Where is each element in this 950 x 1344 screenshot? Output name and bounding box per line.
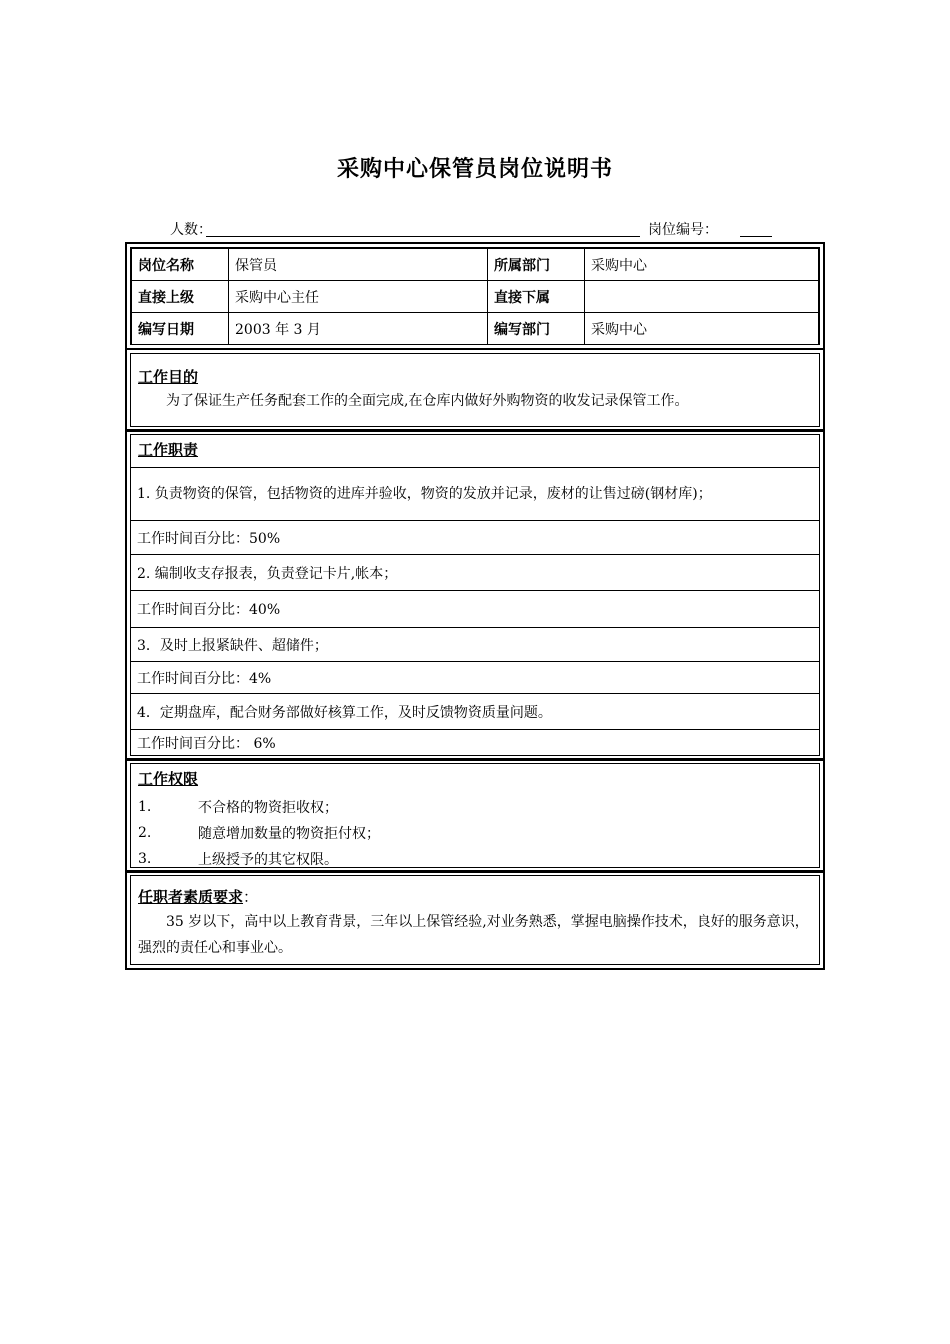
- duty-percent-4: 工作时间百分比： 6%: [131, 729, 819, 755]
- duty-percent-3: 工作时间百分比：4%: [131, 661, 819, 693]
- table-row: [132, 313, 819, 345]
- label-position-name: 岗位名称: [132, 249, 229, 281]
- authority-item-1: [131, 794, 819, 820]
- duty-item-3: 3．及时上报紧缺件、超储件；: [131, 627, 819, 661]
- requirements-heading: 任职者素质要求: [138, 888, 244, 906]
- basic-info-table: [131, 248, 819, 345]
- table-row: [132, 249, 819, 281]
- page-title: 采购中心保管员岗位说明书: [336, 157, 613, 182]
- basic-info-section: [125, 242, 825, 350]
- purpose-section: [125, 348, 825, 432]
- label-written-department: 编写部门: [488, 313, 585, 345]
- duty-percent-2: 工作时间百分比：40%: [131, 590, 819, 627]
- headcount-underline: [206, 236, 640, 237]
- label-direct-subordinate: 直接下属: [488, 281, 585, 313]
- duty-percent-1: 工作时间百分比：50%: [131, 520, 819, 554]
- value-department: 采购中心: [585, 249, 819, 281]
- authority-heading: 工作权限: [138, 770, 199, 788]
- value-written-date: 2003 年 3 月: [229, 313, 488, 345]
- duty-item-4: 4．定期盘库，配合财务部做好核算工作，及时反馈物资质量问题。: [131, 693, 819, 729]
- duty-item-2: 2. 编制收支存报表，负责登记卡片,帐本；: [131, 554, 819, 590]
- authority-text-1: 不合格的物资拒收权；: [198, 800, 338, 816]
- authority-num-2: 2.: [138, 825, 152, 841]
- requirements-section: [125, 870, 825, 970]
- duties-section: [125, 429, 825, 761]
- value-position-name: 保管员: [229, 249, 488, 281]
- authority-item-3: [131, 846, 819, 872]
- position-no-label: 岗位编号：: [648, 222, 718, 238]
- requirements-text: 35 岁以下，高中以上教育背景，三年以上保管经验,对业务熟悉，掌握电脑操作技术，良好的服务意识，强烈的责任心和事业心。: [138, 914, 809, 956]
- value-direct-superior: 采购中心主任: [229, 281, 488, 313]
- value-direct-subordinate: [585, 281, 819, 313]
- requirements-heading-colon: ：: [243, 888, 259, 906]
- authority-num-1: 1.: [138, 799, 152, 815]
- requirements-heading-line: [131, 886, 819, 907]
- authority-item-2: [131, 820, 819, 846]
- authority-text-2: 随意增加数量的物资拒付权；: [198, 826, 380, 842]
- headcount-label: 人数：: [170, 222, 212, 238]
- authority-section: [125, 758, 825, 873]
- job-description-form: [125, 242, 825, 972]
- label-direct-superior: 直接上级: [132, 281, 229, 313]
- authority-num-3: 3.: [138, 851, 152, 867]
- label-department: 所属部门: [488, 249, 585, 281]
- purpose-heading: 工作目的: [138, 368, 199, 386]
- authority-text-3: 上级授予的其它权限。: [198, 852, 338, 868]
- table-row: [132, 281, 819, 313]
- position-no-underline: [740, 236, 772, 237]
- duty-item-1: 1. 负责物资的保管，包括物资的进库并验收，物资的发放并记录，废材的让售过磅(钢材库)；: [131, 467, 819, 520]
- duties-heading: 工作职责: [138, 441, 199, 459]
- value-written-department: 采购中心: [585, 313, 819, 345]
- purpose-text: 为了保证生产任务配套工作的全面完成,在仓库内做好外购物资的收发记录保管工作。: [166, 393, 689, 409]
- label-written-date: 编写日期: [132, 313, 229, 345]
